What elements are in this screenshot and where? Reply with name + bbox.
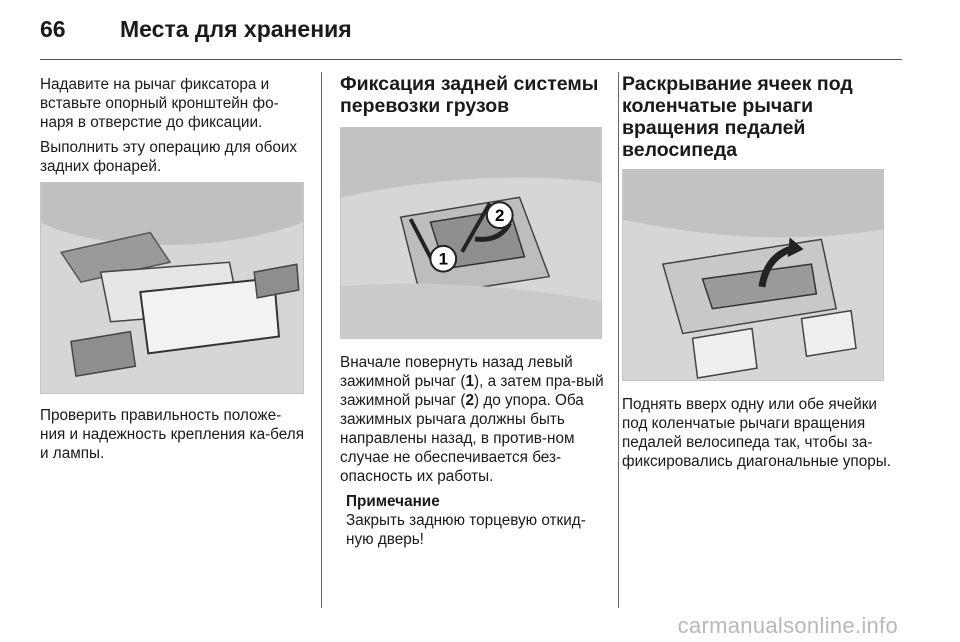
paragraph-check-position: Проверить правильность положе-ния и надежность крепления ка-беля и лампы. xyxy=(40,407,304,462)
page-header xyxy=(40,16,352,43)
carrier-lever-illustration xyxy=(340,127,602,339)
column-divider xyxy=(321,72,322,608)
paragraph-insert-bracket: Надавите на рычаг фиксатора и вставьте опорный кронштейн фо-наря в отверстие до фиксации. xyxy=(40,76,279,131)
page-number: 66 xyxy=(40,16,66,42)
tail-lamp-bracket-illustration xyxy=(40,182,304,394)
column-2 xyxy=(340,75,604,549)
paragraph-raise-cells: Поднять вверх одну или обе ячейки под коленчатые рычаги вращения педалей велосипеда так, чтобы за-фиксировались диагональные упоры. xyxy=(622,396,891,470)
section-title: Места для хранения xyxy=(120,16,352,42)
paragraph-both-lamps: Выполнить эту операцию для обоих задних фонарей. xyxy=(40,139,298,175)
pedal-crank-holder-illustration xyxy=(622,169,884,381)
callout-2-label: 2 xyxy=(495,206,505,226)
header-rule xyxy=(40,59,902,60)
note-box xyxy=(340,492,604,549)
note-text: Закрыть заднюю торцевую откид-ную дверь! xyxy=(346,512,586,548)
column-3 xyxy=(622,75,904,477)
pedal-crank-icon xyxy=(623,170,883,380)
column-divider xyxy=(618,72,619,608)
heading-pedal-cells: Раскрывание ячеек под коленчатые рычаги вращения педалей велосипеда xyxy=(622,73,853,161)
callout-1-label: 1 xyxy=(438,249,448,269)
heading-carrier-lock: Фиксация задней системы перевозки грузов xyxy=(340,73,599,117)
note-title: Примечание xyxy=(346,493,440,510)
carrier-lever-icon xyxy=(341,128,601,338)
tail-lamp-icon xyxy=(41,183,303,393)
column-1 xyxy=(40,75,306,469)
watermark: carmanualsonline.info xyxy=(677,613,898,638)
paragraph-lever-order: Вначале повернуть назад левый зажимной рычаг (1), а затем пра-вый зажимной рычаг (2) до упора. Оба зажимных рычага должны быть направлены назад, в против-ном случае не обеспечивается без-опасность их работы. xyxy=(340,354,604,485)
